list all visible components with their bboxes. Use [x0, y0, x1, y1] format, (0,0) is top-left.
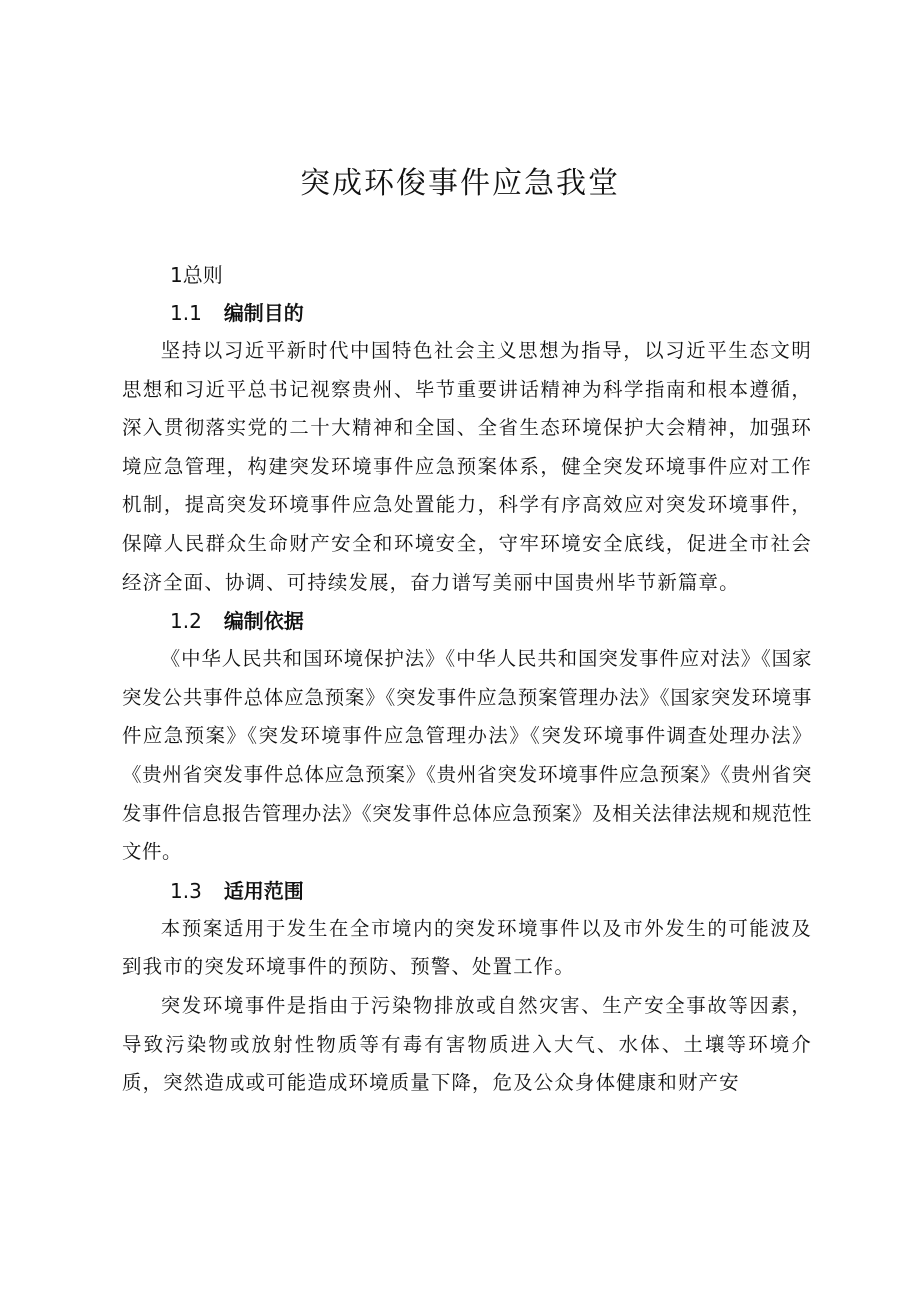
- section-title: 编制依据: [223, 609, 304, 634]
- document-title: 突成环俊事件应急我堂: [300, 166, 620, 201]
- section-title: 适用范围: [223, 878, 304, 903]
- section-heading-scope: [122, 872, 812, 910]
- section-heading-purpose: [122, 294, 812, 332]
- section-heading-basis: [122, 602, 812, 640]
- section-title: 编制目的: [223, 301, 304, 325]
- section-number: 1.3: [170, 878, 202, 903]
- paragraph-basis: 《中华人民共和国环境保护法》《中华人民共和国突发事件应对法》《国家突发公共事件总体应急预案》《突发事件应急预案管理办法》《国家突发环境事件应急预案》《突发环境事件应急管理办法》《突发环境事件调查处理办法》《贵州省突发事件总体应急预案》《贵州省突发环境事件应急预案》《贵州省突发事件信息报告管理办法》《突发事件总体应急预案》及相关法律法规和规范性文件。: [122, 647, 812, 864]
- paragraph-scope: 本预案适用于发生在全市境内的突发环境事件以及市外发生的可能波及到我市的突发环境事件的预防、预警、处置工作。: [122, 916, 812, 979]
- section-heading-general: 1总则: [170, 263, 223, 287]
- section-number: 1.2: [170, 609, 202, 634]
- document-body: [122, 256, 812, 1103]
- section-number: 1.1: [170, 301, 202, 325]
- paragraph-purpose: 坚持以习近平新时代中国特色社会主义思想为指导，以习近平生态文明思想和习近平总书记视察贵州、毕节重要讲话精神为科学指南和根本遵循，深入贯彻落实党的二十大精神和全国、全省生态环境保护大会精神，加强环境应急管理，构建突发环境事件应急预案体系，健全突发环境事件应对工作机制，提高突发环境事件应急处置能力，科学有序高效应对突发环境事件，保障人民群众生命财产安全和环境安全，守牢环境安全底线，促进全市社会经济全面、协调、可持续发展，奋力谱写美丽中国贵州毕节新篇章。: [122, 339, 812, 594]
- paragraph-definition: 突发环境事件是指由于污染物排放或自然灾害、生产安全事故等因素，导致污染物或放射性物质等有毒有害物质进入大气、水体、土壤等环境介质，突然造成或可能造成环境质量下降，危及公众身体健康和财产安: [122, 993, 812, 1095]
